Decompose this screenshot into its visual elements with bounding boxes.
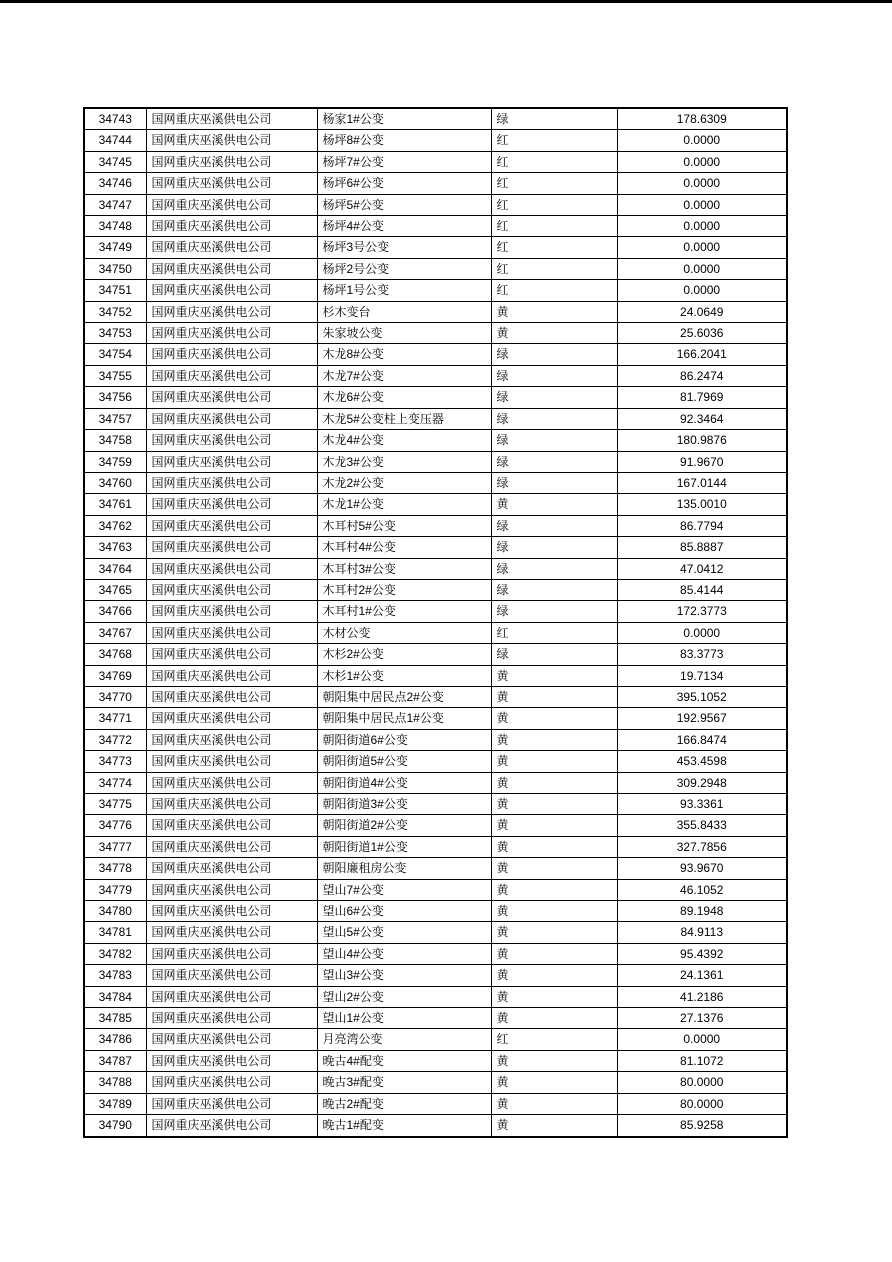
value-cell[interactable]: 355.8433 — [617, 815, 787, 836]
row-id-cell[interactable]: 34765 — [84, 579, 146, 600]
status-color-cell[interactable]: 红 — [491, 130, 617, 151]
company-cell[interactable]: 国网重庆巫溪供电公司 — [146, 644, 317, 665]
status-color-cell[interactable]: 黄 — [491, 772, 617, 793]
device-name-cell[interactable]: 木耳村3#公变 — [317, 558, 491, 579]
status-color-cell[interactable]: 黄 — [491, 879, 617, 900]
status-color-cell[interactable]: 绿 — [491, 387, 617, 408]
row-id-cell[interactable]: 34783 — [84, 965, 146, 986]
table-row — [84, 237, 787, 258]
table-row — [84, 258, 787, 279]
status-color-cell[interactable]: 红 — [491, 173, 617, 194]
table-row — [84, 194, 787, 215]
company-cell[interactable]: 国网重庆巫溪供电公司 — [146, 130, 317, 151]
status-color-cell[interactable]: 绿 — [491, 558, 617, 579]
company-cell[interactable]: 国网重庆巫溪供电公司 — [146, 301, 317, 322]
value-cell[interactable]: 86.7794 — [617, 515, 787, 536]
row-id-cell[interactable]: 34754 — [84, 344, 146, 365]
company-cell[interactable]: 国网重庆巫溪供电公司 — [146, 323, 317, 344]
value-cell[interactable]: 24.0649 — [617, 301, 787, 322]
status-color-cell[interactable]: 绿 — [491, 344, 617, 365]
value-cell[interactable]: 89.1948 — [617, 901, 787, 922]
table-row — [84, 665, 787, 686]
device-name-cell[interactable]: 朝阳集中居民点1#公变 — [317, 708, 491, 729]
row-id-cell[interactable]: 34752 — [84, 301, 146, 322]
table-body — [84, 108, 787, 1137]
value-cell[interactable]: 0.0000 — [617, 151, 787, 172]
value-cell[interactable]: 453.4598 — [617, 751, 787, 772]
table-row — [84, 644, 787, 665]
row-id-cell[interactable]: 34751 — [84, 280, 146, 301]
table-row — [84, 387, 787, 408]
status-color-cell[interactable]: 黄 — [491, 815, 617, 836]
status-color-cell[interactable]: 绿 — [491, 537, 617, 558]
row-id-cell[interactable]: 34764 — [84, 558, 146, 579]
status-color-cell[interactable]: 黄 — [491, 494, 617, 515]
status-color-cell[interactable]: 绿 — [491, 644, 617, 665]
value-cell[interactable]: 46.1052 — [617, 879, 787, 900]
status-color-cell[interactable]: 绿 — [491, 408, 617, 429]
status-color-cell[interactable]: 绿 — [491, 365, 617, 386]
row-id-cell[interactable]: 34782 — [84, 943, 146, 964]
table-row — [84, 579, 787, 600]
value-cell[interactable]: 85.4144 — [617, 579, 787, 600]
device-name-cell[interactable]: 朝阳街道6#公变 — [317, 729, 491, 750]
row-id-cell[interactable]: 34784 — [84, 986, 146, 1007]
company-cell[interactable]: 国网重庆巫溪供电公司 — [146, 430, 317, 451]
company-cell[interactable]: 国网重庆巫溪供电公司 — [146, 965, 317, 986]
value-cell[interactable]: 167.0144 — [617, 472, 787, 493]
table-row — [84, 901, 787, 922]
status-color-cell[interactable]: 红 — [491, 622, 617, 643]
table-row — [84, 1072, 787, 1093]
company-cell[interactable]: 国网重庆巫溪供电公司 — [146, 408, 317, 429]
value-cell[interactable]: 0.0000 — [617, 280, 787, 301]
table-row — [84, 794, 787, 815]
row-id-cell[interactable]: 34772 — [84, 729, 146, 750]
row-id-cell[interactable]: 34746 — [84, 173, 146, 194]
company-cell[interactable]: 国网重庆巫溪供电公司 — [146, 986, 317, 1007]
table-row — [84, 965, 787, 986]
device-name-cell[interactable]: 朱家坡公变 — [317, 323, 491, 344]
company-cell[interactable]: 国网重庆巫溪供电公司 — [146, 836, 317, 857]
table-row — [84, 815, 787, 836]
row-id-cell[interactable]: 34778 — [84, 858, 146, 879]
device-name-cell[interactable]: 杨坪4#公变 — [317, 216, 491, 237]
table-row — [84, 601, 787, 622]
row-id-cell[interactable]: 34774 — [84, 772, 146, 793]
table-row — [84, 430, 787, 451]
status-color-cell[interactable]: 红 — [491, 1029, 617, 1050]
status-color-cell[interactable]: 红 — [491, 151, 617, 172]
row-id-cell[interactable]: 34745 — [84, 151, 146, 172]
company-cell[interactable]: 国网重庆巫溪供电公司 — [146, 472, 317, 493]
company-cell[interactable]: 国网重庆巫溪供电公司 — [146, 751, 317, 772]
table-row — [84, 1008, 787, 1029]
device-name-cell[interactable]: 望山6#公变 — [317, 901, 491, 922]
table-row — [84, 472, 787, 493]
value-cell[interactable]: 81.7969 — [617, 387, 787, 408]
row-id-cell[interactable]: 34771 — [84, 708, 146, 729]
status-color-cell[interactable]: 黄 — [491, 1008, 617, 1029]
table-row — [84, 515, 787, 536]
table-row — [84, 537, 787, 558]
row-id-cell[interactable]: 34744 — [84, 130, 146, 151]
row-id-cell[interactable]: 34768 — [84, 644, 146, 665]
device-name-cell[interactable]: 杨坪1号公变 — [317, 280, 491, 301]
table-row — [84, 451, 787, 472]
table-row — [84, 108, 787, 130]
row-id-cell[interactable]: 34767 — [84, 622, 146, 643]
row-id-cell[interactable]: 34780 — [84, 901, 146, 922]
value-cell[interactable]: 327.7856 — [617, 836, 787, 857]
row-id-cell[interactable]: 34786 — [84, 1029, 146, 1050]
table-row — [84, 1115, 787, 1137]
company-cell[interactable]: 国网重庆巫溪供电公司 — [146, 237, 317, 258]
value-cell[interactable]: 93.9670 — [617, 858, 787, 879]
row-id-cell[interactable]: 34787 — [84, 1050, 146, 1071]
company-cell[interactable]: 国网重庆巫溪供电公司 — [146, 344, 317, 365]
device-name-cell[interactable]: 望山1#公变 — [317, 1008, 491, 1029]
status-color-cell[interactable]: 黄 — [491, 301, 617, 322]
row-id-cell[interactable]: 34788 — [84, 1072, 146, 1093]
value-cell[interactable]: 172.3773 — [617, 601, 787, 622]
value-cell[interactable]: 25.6036 — [617, 323, 787, 344]
status-color-cell[interactable]: 黄 — [491, 965, 617, 986]
status-color-cell[interactable]: 红 — [491, 258, 617, 279]
row-id-cell[interactable]: 34757 — [84, 408, 146, 429]
device-name-cell[interactable]: 朝阳集中居民点2#公变 — [317, 686, 491, 707]
row-id-cell[interactable]: 34750 — [84, 258, 146, 279]
value-cell[interactable]: 309.2948 — [617, 772, 787, 793]
table-row — [84, 1093, 787, 1114]
row-id-cell[interactable]: 34776 — [84, 815, 146, 836]
device-name-cell[interactable]: 朝阳街道4#公变 — [317, 772, 491, 793]
value-cell[interactable]: 47.0412 — [617, 558, 787, 579]
status-color-cell[interactable]: 黄 — [491, 986, 617, 1007]
status-color-cell[interactable]: 绿 — [491, 430, 617, 451]
table-row — [84, 301, 787, 322]
row-id-cell[interactable]: 34789 — [84, 1093, 146, 1114]
value-cell[interactable]: 95.4392 — [617, 943, 787, 964]
device-name-cell[interactable]: 木龙8#公变 — [317, 344, 491, 365]
device-name-cell[interactable]: 朝阳街道5#公变 — [317, 751, 491, 772]
row-id-cell[interactable]: 34759 — [84, 451, 146, 472]
row-id-cell[interactable]: 34781 — [84, 922, 146, 943]
device-name-cell[interactable]: 木耳村4#公变 — [317, 537, 491, 558]
device-name-cell[interactable]: 晚古4#配变 — [317, 1050, 491, 1071]
row-id-cell[interactable]: 34766 — [84, 601, 146, 622]
company-cell[interactable]: 国网重庆巫溪供电公司 — [146, 194, 317, 215]
device-name-cell[interactable]: 木龙1#公变 — [317, 494, 491, 515]
status-color-cell[interactable]: 绿 — [491, 579, 617, 600]
row-id-cell[interactable]: 34755 — [84, 365, 146, 386]
status-color-cell[interactable]: 黄 — [491, 858, 617, 879]
table-row — [84, 344, 787, 365]
status-color-cell[interactable]: 黄 — [491, 1072, 617, 1093]
company-cell[interactable]: 国网重庆巫溪供电公司 — [146, 1115, 317, 1137]
company-cell[interactable]: 国网重庆巫溪供电公司 — [146, 729, 317, 750]
status-color-cell[interactable]: 绿 — [491, 601, 617, 622]
status-color-cell[interactable]: 黄 — [491, 922, 617, 943]
row-id-cell[interactable]: 34790 — [84, 1115, 146, 1137]
row-id-cell[interactable]: 34763 — [84, 537, 146, 558]
company-cell[interactable]: 国网重庆巫溪供电公司 — [146, 622, 317, 643]
company-cell[interactable]: 国网重庆巫溪供电公司 — [146, 280, 317, 301]
table-row — [84, 729, 787, 750]
company-cell[interactable]: 国网重庆巫溪供电公司 — [146, 365, 317, 386]
company-cell[interactable]: 国网重庆巫溪供电公司 — [146, 216, 317, 237]
device-name-cell[interactable]: 木龙4#公变 — [317, 430, 491, 451]
value-cell[interactable]: 84.9113 — [617, 922, 787, 943]
device-name-cell[interactable]: 木耳村5#公变 — [317, 515, 491, 536]
company-cell[interactable]: 国网重庆巫溪供电公司 — [146, 794, 317, 815]
spreadsheet-table — [83, 107, 788, 1138]
device-name-cell[interactable]: 朝阳廉租房公变 — [317, 858, 491, 879]
company-cell[interactable]: 国网重庆巫溪供电公司 — [146, 686, 317, 707]
company-cell[interactable]: 国网重庆巫溪供电公司 — [146, 1050, 317, 1071]
row-id-cell[interactable]: 34769 — [84, 665, 146, 686]
company-cell[interactable]: 国网重庆巫溪供电公司 — [146, 922, 317, 943]
company-cell[interactable]: 国网重庆巫溪供电公司 — [146, 515, 317, 536]
company-cell[interactable]: 国网重庆巫溪供电公司 — [146, 708, 317, 729]
device-name-cell[interactable]: 望山4#公变 — [317, 943, 491, 964]
device-name-cell[interactable]: 木龙5#公变柱上变压器 — [317, 408, 491, 429]
value-cell[interactable]: 166.8474 — [617, 729, 787, 750]
row-id-cell[interactable]: 34762 — [84, 515, 146, 536]
device-name-cell[interactable]: 木耳村1#公变 — [317, 601, 491, 622]
row-id-cell[interactable]: 34756 — [84, 387, 146, 408]
value-cell[interactable]: 0.0000 — [617, 130, 787, 151]
status-color-cell[interactable]: 黄 — [491, 751, 617, 772]
device-name-cell[interactable]: 木杉1#公变 — [317, 665, 491, 686]
device-name-cell[interactable]: 杨坪3号公变 — [317, 237, 491, 258]
status-color-cell[interactable]: 黄 — [491, 323, 617, 344]
table-row — [84, 130, 787, 151]
status-color-cell[interactable]: 绿 — [491, 108, 617, 130]
table-row — [84, 216, 787, 237]
device-name-cell[interactable]: 木龙2#公变 — [317, 472, 491, 493]
status-color-cell[interactable]: 黄 — [491, 686, 617, 707]
table-row — [84, 772, 787, 793]
device-name-cell[interactable]: 朝阳街道1#公变 — [317, 836, 491, 857]
table-row — [84, 1029, 787, 1050]
table-row — [84, 408, 787, 429]
company-cell[interactable]: 国网重庆巫溪供电公司 — [146, 537, 317, 558]
device-name-cell[interactable]: 望山3#公变 — [317, 965, 491, 986]
row-id-cell[interactable]: 34773 — [84, 751, 146, 772]
table-row — [84, 173, 787, 194]
value-cell[interactable]: 178.6309 — [617, 108, 787, 130]
company-cell[interactable]: 国网重庆巫溪供电公司 — [146, 1008, 317, 1029]
table-row — [84, 558, 787, 579]
company-cell[interactable]: 国网重庆巫溪供电公司 — [146, 108, 317, 130]
device-name-cell[interactable]: 杨坪5#公变 — [317, 194, 491, 215]
status-color-cell[interactable]: 黄 — [491, 901, 617, 922]
device-name-cell[interactable]: 杉木变台 — [317, 301, 491, 322]
company-cell[interactable]: 国网重庆巫溪供电公司 — [146, 815, 317, 836]
row-id-cell[interactable]: 34779 — [84, 879, 146, 900]
table-row — [84, 1050, 787, 1071]
status-color-cell[interactable]: 黄 — [491, 729, 617, 750]
row-id-cell[interactable]: 34785 — [84, 1008, 146, 1029]
company-cell[interactable]: 国网重庆巫溪供电公司 — [146, 1029, 317, 1050]
row-id-cell[interactable]: 34758 — [84, 430, 146, 451]
company-cell[interactable]: 国网重庆巫溪供电公司 — [146, 151, 317, 172]
table-row — [84, 751, 787, 772]
device-name-cell[interactable]: 月亮湾公变 — [317, 1029, 491, 1050]
company-cell[interactable]: 国网重庆巫溪供电公司 — [146, 494, 317, 515]
table-row — [84, 151, 787, 172]
company-cell[interactable]: 国网重庆巫溪供电公司 — [146, 901, 317, 922]
table-row — [84, 922, 787, 943]
value-cell[interactable]: 91.9670 — [617, 451, 787, 472]
company-cell[interactable]: 国网重庆巫溪供电公司 — [146, 601, 317, 622]
value-cell[interactable]: 0.0000 — [617, 216, 787, 237]
status-color-cell[interactable]: 黄 — [491, 836, 617, 857]
value-cell[interactable]: 0.0000 — [617, 194, 787, 215]
row-id-cell[interactable]: 34748 — [84, 216, 146, 237]
value-cell[interactable]: 85.8887 — [617, 537, 787, 558]
status-color-cell[interactable]: 黄 — [491, 794, 617, 815]
status-color-cell[interactable]: 绿 — [491, 472, 617, 493]
table-row — [84, 858, 787, 879]
table-row — [84, 494, 787, 515]
value-cell[interactable]: 24.1361 — [617, 965, 787, 986]
row-id-cell[interactable]: 34775 — [84, 794, 146, 815]
value-cell[interactable]: 80.0000 — [617, 1093, 787, 1114]
value-cell[interactable]: 83.3773 — [617, 644, 787, 665]
device-name-cell[interactable]: 晚古2#配变 — [317, 1093, 491, 1114]
device-name-cell[interactable]: 杨坪6#公变 — [317, 173, 491, 194]
table-row — [84, 879, 787, 900]
value-cell[interactable]: 27.1376 — [617, 1008, 787, 1029]
device-name-cell[interactable]: 木龙6#公变 — [317, 387, 491, 408]
device-name-cell[interactable]: 杨坪7#公变 — [317, 151, 491, 172]
device-name-cell[interactable]: 木杉2#公变 — [317, 644, 491, 665]
value-cell[interactable]: 192.9567 — [617, 708, 787, 729]
value-cell[interactable]: 180.9876 — [617, 430, 787, 451]
status-color-cell[interactable]: 红 — [491, 237, 617, 258]
table-row — [84, 708, 787, 729]
value-cell[interactable]: 19.7134 — [617, 665, 787, 686]
company-cell[interactable]: 国网重庆巫溪供电公司 — [146, 943, 317, 964]
status-color-cell[interactable]: 黄 — [491, 665, 617, 686]
value-cell[interactable]: 80.0000 — [617, 1072, 787, 1093]
table-row — [84, 323, 787, 344]
device-name-cell[interactable]: 杨坪8#公变 — [317, 130, 491, 151]
company-cell[interactable]: 国网重庆巫溪供电公司 — [146, 579, 317, 600]
status-color-cell[interactable]: 红 — [491, 194, 617, 215]
table-row — [84, 686, 787, 707]
table-row — [84, 280, 787, 301]
status-color-cell[interactable]: 绿 — [491, 515, 617, 536]
company-cell[interactable]: 国网重庆巫溪供电公司 — [146, 1072, 317, 1093]
value-cell[interactable]: 0.0000 — [617, 173, 787, 194]
value-cell[interactable]: 395.1052 — [617, 686, 787, 707]
device-name-cell[interactable]: 木龙3#公变 — [317, 451, 491, 472]
company-cell[interactable]: 国网重庆巫溪供电公司 — [146, 665, 317, 686]
status-color-cell[interactable]: 黄 — [491, 1050, 617, 1071]
value-cell[interactable]: 166.2041 — [617, 344, 787, 365]
window-top-bar — [0, 0, 892, 3]
device-name-cell[interactable]: 望山5#公变 — [317, 922, 491, 943]
company-cell[interactable]: 国网重庆巫溪供电公司 — [146, 858, 317, 879]
device-name-cell[interactable]: 木耳村2#公变 — [317, 579, 491, 600]
value-cell[interactable]: 0.0000 — [617, 258, 787, 279]
status-color-cell[interactable]: 黄 — [491, 943, 617, 964]
company-cell[interactable]: 国网重庆巫溪供电公司 — [146, 772, 317, 793]
row-id-cell[interactable]: 34760 — [84, 472, 146, 493]
company-cell[interactable]: 国网重庆巫溪供电公司 — [146, 258, 317, 279]
value-cell[interactable]: 41.2186 — [617, 986, 787, 1007]
status-color-cell[interactable]: 黄 — [491, 1115, 617, 1137]
company-cell[interactable]: 国网重庆巫溪供电公司 — [146, 387, 317, 408]
status-color-cell[interactable]: 黄 — [491, 1093, 617, 1114]
row-id-cell[interactable]: 34743 — [84, 108, 146, 130]
table-row — [84, 986, 787, 1007]
company-cell[interactable]: 国网重庆巫溪供电公司 — [146, 879, 317, 900]
device-name-cell[interactable]: 朝阳街道3#公变 — [317, 794, 491, 815]
table-row — [84, 943, 787, 964]
value-cell[interactable]: 93.3361 — [617, 794, 787, 815]
value-cell[interactable]: 135.0010 — [617, 494, 787, 515]
status-color-cell[interactable]: 绿 — [491, 451, 617, 472]
value-cell[interactable]: 85.9258 — [617, 1115, 787, 1137]
device-name-cell[interactable]: 杨家1#公变 — [317, 108, 491, 130]
device-name-cell[interactable]: 朝阳街道2#公变 — [317, 815, 491, 836]
company-cell[interactable]: 国网重庆巫溪供电公司 — [146, 173, 317, 194]
status-color-cell[interactable]: 黄 — [491, 708, 617, 729]
table-row — [84, 622, 787, 643]
device-name-cell[interactable]: 望山2#公变 — [317, 986, 491, 1007]
row-id-cell[interactable]: 34761 — [84, 494, 146, 515]
device-name-cell[interactable]: 木龙7#公变 — [317, 365, 491, 386]
device-name-cell[interactable]: 杨坪2号公变 — [317, 258, 491, 279]
value-cell[interactable]: 0.0000 — [617, 622, 787, 643]
device-name-cell[interactable]: 望山7#公变 — [317, 879, 491, 900]
value-cell[interactable]: 0.0000 — [617, 1029, 787, 1050]
table-row — [84, 365, 787, 386]
company-cell[interactable]: 国网重庆巫溪供电公司 — [146, 451, 317, 472]
row-id-cell[interactable]: 34753 — [84, 323, 146, 344]
value-cell[interactable]: 0.0000 — [617, 237, 787, 258]
row-id-cell[interactable]: 34770 — [84, 686, 146, 707]
value-cell[interactable]: 81.1072 — [617, 1050, 787, 1071]
row-id-cell[interactable]: 34777 — [84, 836, 146, 857]
row-id-cell[interactable]: 34747 — [84, 194, 146, 215]
device-name-cell[interactable]: 晚古1#配变 — [317, 1115, 491, 1137]
device-name-cell[interactable]: 晚古3#配变 — [317, 1072, 491, 1093]
company-cell[interactable]: 国网重庆巫溪供电公司 — [146, 558, 317, 579]
device-name-cell[interactable]: 木材公变 — [317, 622, 491, 643]
row-id-cell[interactable]: 34749 — [84, 237, 146, 258]
status-color-cell[interactable]: 红 — [491, 216, 617, 237]
value-cell[interactable]: 86.2474 — [617, 365, 787, 386]
value-cell[interactable]: 92.3464 — [617, 408, 787, 429]
company-cell[interactable]: 国网重庆巫溪供电公司 — [146, 1093, 317, 1114]
table-row — [84, 836, 787, 857]
status-color-cell[interactable]: 红 — [491, 280, 617, 301]
